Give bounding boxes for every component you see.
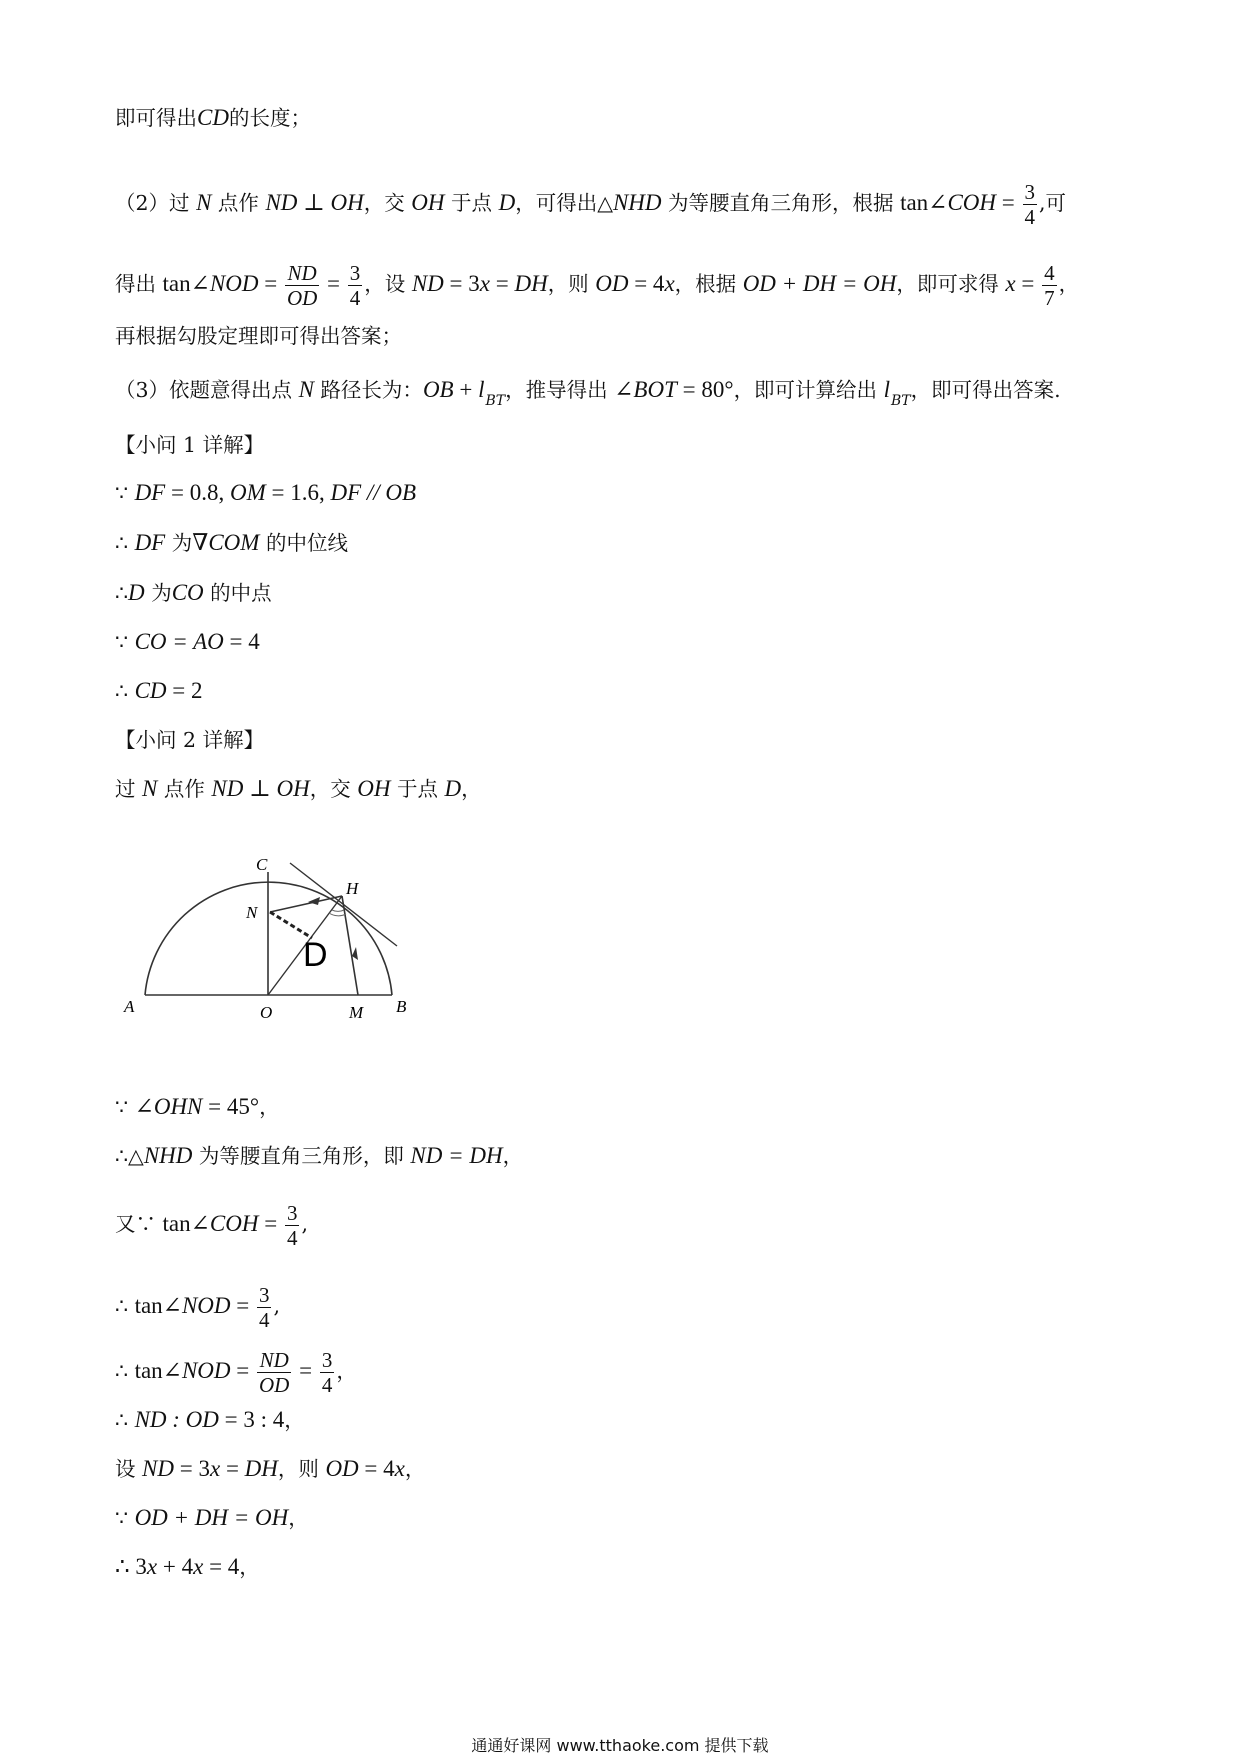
math: tan∠ bbox=[162, 1211, 210, 1236]
text: ，推导得出 bbox=[505, 378, 615, 402]
text: ∴ bbox=[115, 1359, 135, 1383]
math: N bbox=[142, 776, 158, 801]
text: ∵ bbox=[115, 1506, 135, 1530]
text: ∴ bbox=[115, 1408, 135, 1432]
text-line bbox=[115, 375, 1061, 416]
denominator: 4 bbox=[1024, 205, 1035, 229]
math: x bbox=[479, 271, 490, 296]
text: ∵ bbox=[115, 1095, 135, 1119]
math: ∴ 3 bbox=[115, 1554, 147, 1579]
math: = 80° bbox=[676, 377, 734, 402]
text-line bbox=[115, 1092, 280, 1122]
text-line bbox=[115, 676, 203, 706]
math: ND bbox=[411, 271, 444, 296]
text: ，根据 bbox=[674, 272, 743, 296]
math: tan∠ bbox=[134, 1358, 182, 1383]
text: ，即可得出答案. bbox=[910, 378, 1061, 402]
text-line bbox=[115, 1405, 305, 1435]
text: ， bbox=[404, 1457, 426, 1481]
math: = 4 bbox=[628, 271, 665, 296]
text-line bbox=[115, 578, 272, 608]
math: COM bbox=[208, 530, 260, 555]
math: ND bbox=[142, 1456, 174, 1481]
text: , bbox=[273, 1294, 281, 1318]
text: ∴ bbox=[115, 531, 135, 555]
text: ∵ bbox=[115, 630, 135, 654]
text: 又∵ bbox=[115, 1212, 163, 1236]
numerator: 3 bbox=[286, 1201, 298, 1225]
numerator: 3 bbox=[258, 1283, 270, 1307]
math: = bbox=[220, 1456, 245, 1481]
math: tan∠ bbox=[900, 190, 948, 215]
math: D bbox=[498, 190, 516, 215]
text: ， bbox=[1058, 272, 1080, 296]
math: x bbox=[209, 1456, 221, 1481]
text-line bbox=[115, 478, 416, 508]
text-line bbox=[115, 1283, 280, 1332]
math: CD bbox=[134, 678, 167, 703]
math: NOD bbox=[181, 1293, 231, 1318]
math: = 4 bbox=[358, 1456, 395, 1481]
segment-hm bbox=[342, 896, 358, 995]
label-d: D bbox=[303, 936, 328, 974]
math: l bbox=[883, 377, 890, 402]
fraction bbox=[257, 1283, 272, 1332]
math: COH bbox=[209, 1211, 259, 1236]
arrow-up-hm bbox=[352, 947, 358, 960]
math: COH bbox=[947, 190, 997, 215]
fraction bbox=[348, 261, 363, 310]
math: = bbox=[489, 271, 515, 296]
section-heading bbox=[115, 430, 264, 460]
math: OB bbox=[422, 377, 454, 402]
math: NHD bbox=[612, 190, 662, 215]
math: OD + DH = OH bbox=[134, 1505, 289, 1530]
subscript: BT bbox=[485, 393, 506, 409]
math: = 1.6, bbox=[265, 480, 331, 505]
math: = 4 bbox=[203, 1554, 240, 1579]
text-line bbox=[115, 1454, 425, 1484]
text: ， bbox=[461, 777, 482, 801]
text: ∴△ bbox=[115, 1144, 144, 1168]
math: tan∠ bbox=[162, 271, 210, 296]
text: 为等腰直角三角形，即 bbox=[192, 1144, 411, 1168]
text: （2）过 bbox=[115, 191, 197, 215]
math: ND : OD bbox=[134, 1407, 219, 1432]
denominator: 4 bbox=[321, 1373, 333, 1397]
math: OD bbox=[595, 271, 629, 296]
fraction bbox=[320, 1348, 335, 1397]
math: CD bbox=[197, 105, 229, 130]
label-c: C bbox=[256, 855, 268, 874]
fraction bbox=[1023, 180, 1038, 229]
math: = bbox=[230, 1358, 255, 1383]
math: CO bbox=[171, 580, 204, 605]
math: x bbox=[193, 1554, 204, 1579]
math: DF bbox=[134, 530, 166, 555]
text-line bbox=[115, 774, 482, 804]
text: ， bbox=[239, 1555, 260, 1579]
text: 于点 bbox=[390, 777, 445, 801]
math: D bbox=[128, 580, 145, 605]
math: = 3 bbox=[443, 271, 480, 296]
angle-mark bbox=[329, 913, 346, 916]
text: 的中位线 bbox=[259, 531, 348, 555]
math: x bbox=[146, 1554, 158, 1579]
text: ， bbox=[288, 1506, 309, 1530]
math: ∇ bbox=[192, 530, 209, 555]
label-n: N bbox=[246, 903, 258, 922]
fraction bbox=[257, 1348, 291, 1397]
fraction bbox=[285, 261, 319, 310]
math: tan∠ bbox=[134, 1293, 182, 1318]
denominator: 4 bbox=[258, 1308, 270, 1332]
numerator: ND bbox=[257, 1348, 291, 1373]
numerator: ND bbox=[285, 261, 319, 286]
text-line bbox=[115, 1552, 260, 1582]
text-line bbox=[115, 1201, 308, 1250]
text: ，可得出△ bbox=[515, 191, 613, 215]
text: 即可得出 bbox=[115, 106, 197, 130]
text: ， bbox=[259, 1095, 280, 1119]
math: OH bbox=[411, 190, 445, 215]
math: + 4 bbox=[157, 1554, 194, 1579]
denominator: 4 bbox=[286, 1226, 298, 1250]
text: 再根据勾股定理即可得出答案； bbox=[115, 324, 402, 348]
math: DF // OB bbox=[330, 480, 417, 505]
label-h: H bbox=[346, 879, 359, 898]
math: = 4 bbox=[223, 629, 260, 654]
text: ，设 bbox=[364, 272, 412, 296]
math: OM bbox=[229, 480, 266, 505]
math: = 3 : 4 bbox=[218, 1407, 285, 1432]
math: OH bbox=[357, 776, 391, 801]
math: ND ⊥ OH bbox=[265, 190, 364, 215]
text: ，则 bbox=[277, 1457, 326, 1481]
math: = bbox=[258, 271, 283, 296]
math: ND = DH bbox=[410, 1143, 503, 1168]
math: DH bbox=[514, 271, 548, 296]
text-line bbox=[115, 261, 1079, 310]
math: = bbox=[1015, 271, 1041, 296]
text-line bbox=[115, 627, 260, 657]
text: 为 bbox=[144, 581, 172, 605]
denominator: 7 bbox=[1044, 286, 1055, 310]
text: ∵ bbox=[115, 481, 135, 505]
denominator: OD bbox=[258, 1373, 290, 1397]
text-line bbox=[115, 321, 402, 351]
fraction bbox=[285, 1201, 300, 1250]
math: = 3 bbox=[173, 1456, 210, 1481]
math: = bbox=[230, 1293, 255, 1318]
text-line bbox=[115, 180, 1066, 229]
label-a: A bbox=[124, 997, 135, 1016]
math: = bbox=[321, 271, 346, 296]
math: N bbox=[196, 190, 212, 215]
text-line bbox=[115, 1141, 523, 1171]
text: ， bbox=[502, 1144, 524, 1168]
fraction bbox=[1042, 261, 1057, 310]
text: （3）依题意得出点 bbox=[115, 378, 299, 402]
text: 【小问 2 详解】 bbox=[115, 728, 265, 752]
math: x bbox=[394, 1456, 405, 1481]
text: 得出 bbox=[115, 272, 163, 296]
page-footer: 通通好课网 www.tthaoke.com 提供下载 bbox=[471, 1736, 769, 1755]
numerator: 3 bbox=[1024, 180, 1035, 204]
numerator: 4 bbox=[1044, 261, 1055, 285]
math: = bbox=[258, 1211, 283, 1236]
label-m: M bbox=[349, 1003, 364, 1022]
text: ， bbox=[336, 1359, 357, 1383]
math: CO = AO bbox=[134, 629, 224, 654]
math: = bbox=[293, 1358, 318, 1383]
text: 点作 bbox=[211, 191, 266, 215]
geometry-figure bbox=[120, 852, 450, 1032]
math: = bbox=[996, 190, 1021, 215]
text-line bbox=[115, 1348, 357, 1397]
angle-mark bbox=[332, 910, 344, 911]
text: ，则 bbox=[547, 272, 596, 296]
text-line bbox=[115, 103, 311, 133]
math: NOD bbox=[181, 1358, 231, 1383]
subscript: BT bbox=[890, 393, 911, 409]
math: = 45° bbox=[202, 1094, 260, 1119]
label-b: B bbox=[396, 997, 407, 1016]
text: 点作 bbox=[157, 777, 212, 801]
text: 路径长为： bbox=[313, 378, 423, 402]
math: l bbox=[478, 377, 485, 402]
section-heading bbox=[115, 725, 264, 755]
math: x bbox=[664, 271, 675, 296]
text: ， bbox=[284, 1408, 305, 1432]
text: ，即可求得 bbox=[896, 272, 1006, 296]
text: , bbox=[301, 1212, 308, 1236]
text: ，交 bbox=[363, 191, 412, 215]
text: 于点 bbox=[444, 191, 499, 215]
math: ND ⊥ OH bbox=[211, 776, 310, 801]
text: 为 bbox=[165, 531, 193, 555]
text: ，即可计算给出 bbox=[733, 378, 884, 402]
text: ∴ bbox=[115, 679, 135, 703]
text: 的中点 bbox=[203, 581, 272, 605]
text: 【小问 1 详解】 bbox=[115, 433, 265, 457]
denominator: OD bbox=[286, 286, 318, 310]
text: 的长度； bbox=[228, 106, 311, 130]
math: DF bbox=[134, 480, 166, 505]
math: x bbox=[1005, 271, 1016, 296]
text: ∴ bbox=[115, 1294, 135, 1318]
text: 设 bbox=[115, 1457, 143, 1481]
math: ∠OHN bbox=[134, 1094, 203, 1119]
math: NOD bbox=[209, 271, 259, 296]
math: D bbox=[444, 776, 462, 801]
math: N bbox=[298, 377, 314, 402]
math: OD + DH = OH bbox=[742, 271, 897, 296]
text: ，交 bbox=[309, 777, 358, 801]
label-o: O bbox=[260, 1003, 273, 1022]
text-line bbox=[115, 528, 348, 558]
text: ,可 bbox=[1039, 191, 1067, 215]
text: 过 bbox=[115, 777, 143, 801]
text: 为等腰直角三角形，根据 bbox=[661, 191, 901, 215]
math: OD bbox=[325, 1456, 359, 1481]
text: ∴ bbox=[115, 581, 129, 605]
math: + bbox=[453, 377, 479, 402]
math: = 2 bbox=[166, 678, 203, 703]
numerator: 3 bbox=[321, 1348, 333, 1372]
math: = 0.8, bbox=[165, 480, 230, 505]
math: DH bbox=[244, 1456, 278, 1481]
text-line bbox=[115, 1503, 309, 1533]
numerator: 3 bbox=[349, 261, 361, 285]
math: NHD bbox=[143, 1143, 193, 1168]
denominator: 4 bbox=[349, 286, 361, 310]
math: ∠BOT bbox=[614, 377, 677, 402]
dashed-nd bbox=[270, 912, 312, 938]
